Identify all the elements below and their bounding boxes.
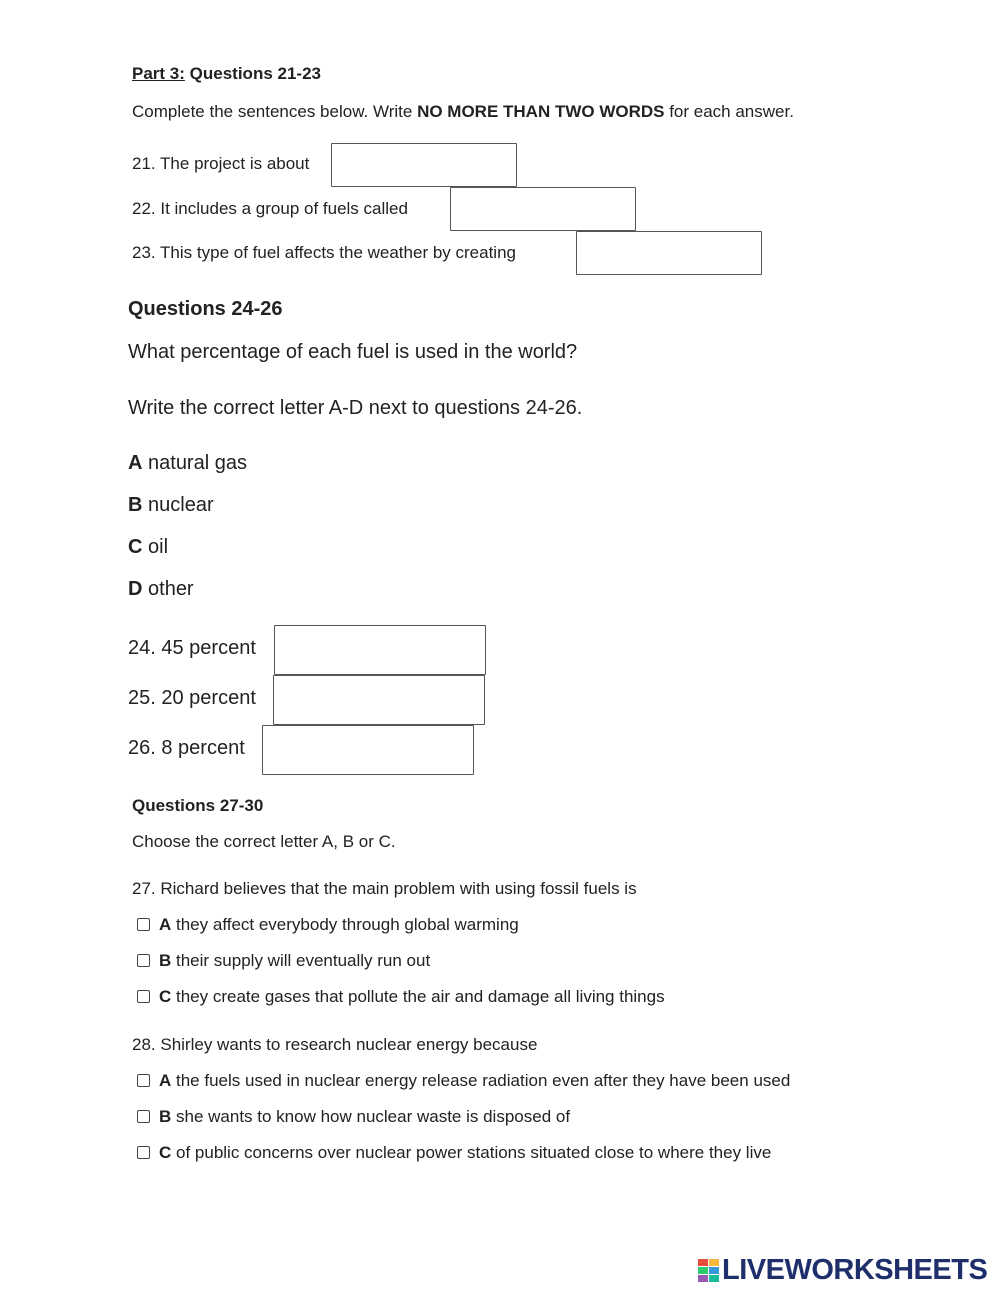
option-letter: B xyxy=(159,1107,172,1126)
option-d xyxy=(128,578,194,601)
liveworksheets-logo-icon xyxy=(698,1259,719,1282)
option-b xyxy=(128,494,214,517)
q28-option-a-checkbox[interactable] xyxy=(137,1074,150,1087)
q27-option-a-checkbox[interactable] xyxy=(137,918,150,931)
part-title: Questions 21-23 xyxy=(189,64,321,83)
answer-23-input[interactable] xyxy=(576,231,762,275)
q27-option-b-checkbox[interactable] xyxy=(137,954,150,967)
section-question-24-26: What percentage of each fuel is used in the world? xyxy=(128,341,578,363)
question-22-label: 22. It includes a group of fuels called xyxy=(132,199,408,218)
option-c xyxy=(128,536,168,559)
option-letter: C xyxy=(159,1143,172,1162)
logo-block xyxy=(709,1259,719,1266)
question-26-label: 26. 8 percent xyxy=(128,737,245,759)
option-letter: A xyxy=(159,915,172,934)
option-letter: C xyxy=(159,987,172,1006)
option-text: they affect everybody through global warming xyxy=(171,915,519,934)
logo-text: LIVEWORKSHEETS xyxy=(722,1253,988,1286)
option-letter: A xyxy=(128,452,143,474)
section-title-27-30: Questions 27-30 xyxy=(132,796,264,815)
question-24-label: 24. 45 percent xyxy=(128,637,256,659)
q28-option-b xyxy=(159,1107,570,1127)
option-text: their supply will eventually run out xyxy=(171,951,431,970)
option-text: nuclear xyxy=(142,494,214,516)
option-text: other xyxy=(142,578,194,600)
question-23-label: 23. This type of fuel affects the weather by creating xyxy=(132,243,516,262)
option-text: the fuels used in nuclear energy release radiation even after they have been used xyxy=(171,1071,791,1090)
answer-26-input[interactable] xyxy=(262,725,474,775)
logo-block xyxy=(698,1275,708,1282)
question-21-label: 21. The project is about xyxy=(132,154,310,173)
q27-option-b xyxy=(159,951,430,971)
logo-block xyxy=(709,1275,719,1282)
q28-option-c xyxy=(159,1143,771,1163)
question-25-label: 25. 20 percent xyxy=(128,687,256,709)
option-text: they create gases that pollute the air and damage all living things xyxy=(171,987,665,1006)
q27-option-a xyxy=(159,915,519,935)
q28-option-c-checkbox[interactable] xyxy=(137,1146,150,1159)
option-text: natural gas xyxy=(142,452,247,474)
instr-bold: NO MORE THAN TWO WORDS xyxy=(417,102,665,121)
part-heading xyxy=(132,64,321,84)
section-instruction-27-30: Choose the correct letter A, B or C. xyxy=(132,832,396,851)
instr-pre: Complete the sentences below. Write xyxy=(132,102,418,121)
option-letter: C xyxy=(128,536,143,558)
question-28-stem: 28. Shirley wants to research nuclear energy because xyxy=(132,1035,538,1054)
instr-post: for each answer. xyxy=(664,102,794,121)
instructions-21-23 xyxy=(132,102,794,122)
q28-option-a xyxy=(159,1071,790,1091)
answer-24-input[interactable] xyxy=(274,625,486,675)
q28-option-b-checkbox[interactable] xyxy=(137,1110,150,1123)
logo-block xyxy=(698,1259,708,1266)
answer-21-input[interactable] xyxy=(331,143,517,187)
option-letter: A xyxy=(159,1071,172,1090)
logo-block xyxy=(698,1267,708,1274)
option-a xyxy=(128,452,247,475)
option-text: oil xyxy=(142,536,169,558)
answer-22-input[interactable] xyxy=(450,187,636,231)
question-27-stem: 27. Richard believes that the main problem with using fossil fuels is xyxy=(132,879,637,898)
q27-option-c xyxy=(159,987,665,1007)
option-text: of public concerns over nuclear power stations situated close to where they live xyxy=(171,1143,772,1162)
q27-option-c-checkbox[interactable] xyxy=(137,990,150,1003)
answer-25-input[interactable] xyxy=(273,675,485,725)
option-text: she wants to know how nuclear waste is disposed of xyxy=(171,1107,571,1126)
section-title-24-26: Questions 24-26 xyxy=(128,298,283,320)
option-letter: D xyxy=(128,578,143,600)
part-label: Part 3: xyxy=(132,64,185,83)
option-letter: B xyxy=(128,494,143,516)
section-instruction-24-26: Write the correct letter A-D next to questions 24-26. xyxy=(128,397,583,419)
logo-block xyxy=(709,1267,719,1274)
option-letter: B xyxy=(159,951,172,970)
liveworksheets-logo[interactable] xyxy=(698,1253,988,1286)
